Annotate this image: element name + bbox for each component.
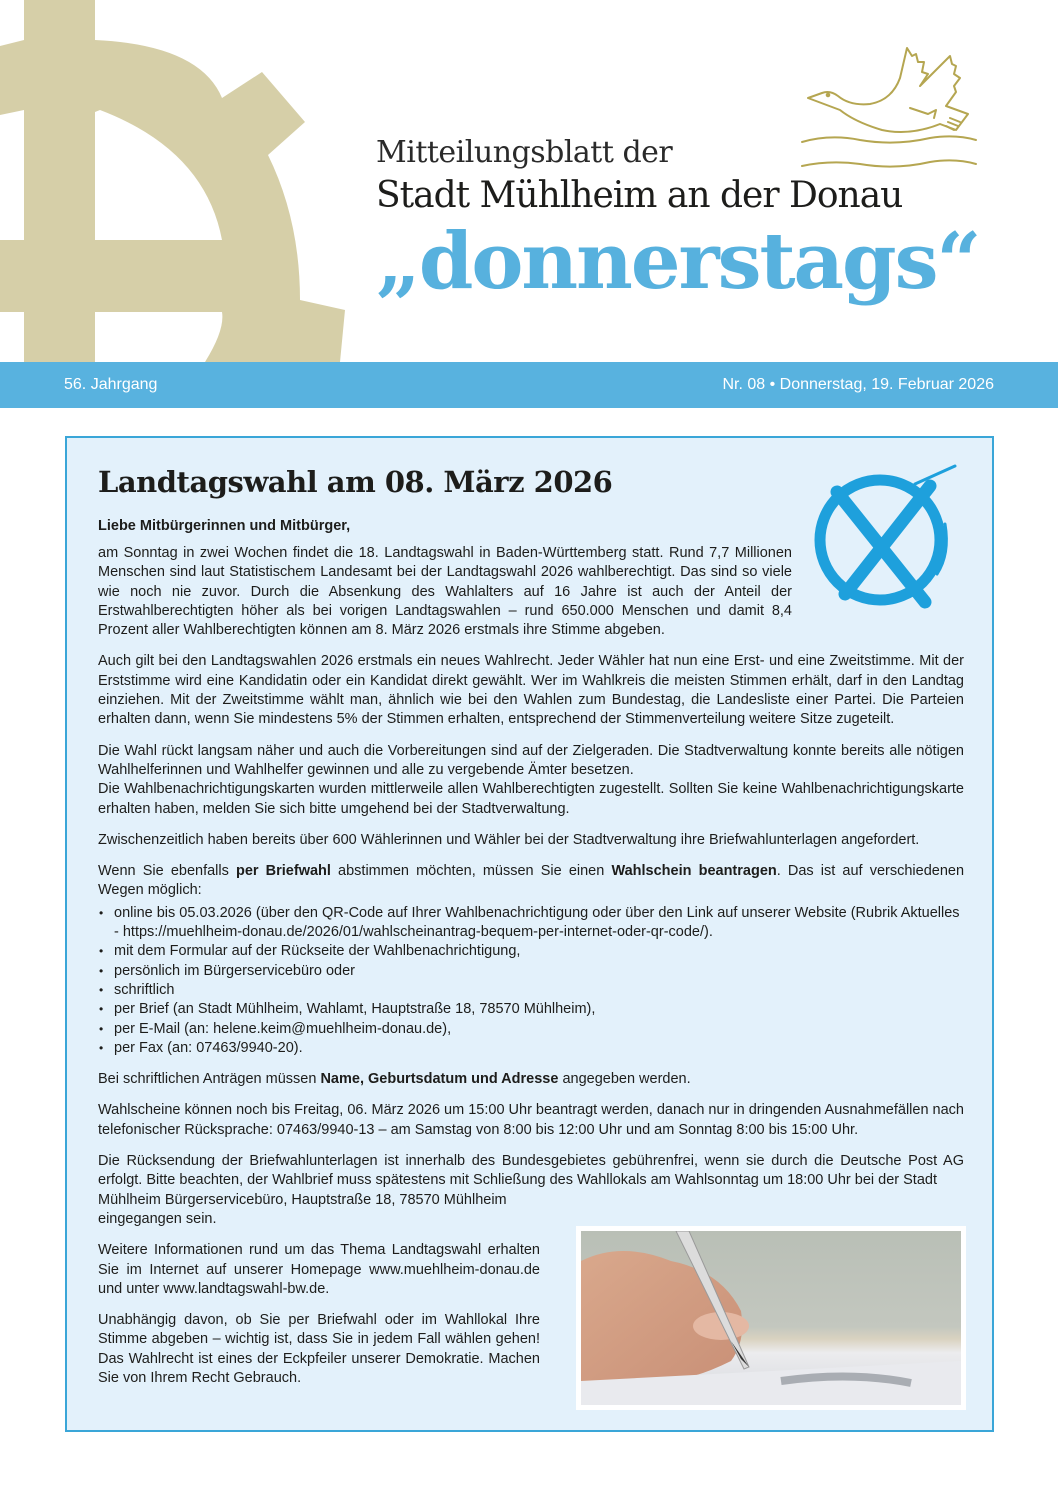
text: angegeben werden. [558, 1071, 691, 1088]
volume-label: 56. Jahrgang [64, 376, 158, 393]
emphasis-apply-ballot: Wahlschein beantragen [611, 863, 777, 880]
emphasis-postal-vote: per Briefwahl [235, 863, 331, 880]
hand-with-pen-illustration [581, 1231, 961, 1405]
issue-date-label: Nr. 08 • Donnerstag, 19. Februar 2026 [722, 376, 994, 393]
gear-wheel-icon [0, 0, 360, 362]
list-item: • per Fax (an: 07463/9940-20). [98, 1039, 964, 1058]
text: Bei schriftlichen Anträgen müssen [98, 1071, 321, 1088]
text: . Das ist auf verschiedenen Wegen möglich: [98, 863, 965, 899]
text: Wenn Sie ebenfalls [98, 863, 236, 880]
list-item: • schriftlich [98, 981, 964, 1000]
flying-goose-over-waves-icon [800, 38, 980, 173]
paragraph-return-postage: Die Rücksendung der Briefwahlunterlagen ist innerhalb des Bundesgebietes gebührenfrei, wenn sie durch die Deutsche Post AG erfolgt. Bitte beachten, der Wahlbrief muss spätestens mit Schließung des Wahllokals am Wahlsonntag um 18:00 Uhr bei der Stadt [98, 1153, 964, 1189]
paragraph-notification-cards: Die Wahlbenachrichtigungskarten wurden mittlerweile allen Wahlberechtigten zugestellt. Sollten Sie keine Wahlbenachrichtigungskarte erhalten haben, melden Sie sich bitte umgehend bei der Stadtverwaltung. [98, 781, 964, 817]
list-item: • online bis 05.03.2026 (über den QR-Code auf Ihrer Wahlbenachrichtigung oder über den Link auf unserer Website (Rubrik Aktuelles - https://muehlheim-donau.de/2026/01/wahlscheinantrag-bequem-per-internet-oder-qr-code/). [98, 904, 964, 943]
masthead-town: Stadt Mühlheim an der Donau [376, 175, 903, 216]
article-title: Landtagswahl am 08. März 2026 [98, 465, 613, 499]
masthead-subtitle: Mitteilungsblatt der [376, 135, 673, 170]
paragraph-preparations: Die Wahl rückt langsam näher und auch die Vorbereitungen sind auf der Zielgeraden. Die Stadtverwaltung konnte bereits alle nötigen Wahlhelferinnen und Wahlhelfer gewinnen und alle zu vergebende Ämter besetzen. [98, 742, 964, 778]
paragraph-deadline: Wahlscheine können noch bis Freitag, 06. März 2026 um 15:00 Uhr beantragt werden, danach nur in dringenden Ausnahmefällen nach telefonischer Rücksprache: 07463/9940-13 – am Samstag von 8:00 bis 12:00 Uhr und am Sonntag 8:00 bis 15:00 Uhr. [98, 1102, 964, 1138]
paragraph-postal-vote [98, 862, 964, 901]
text: abstimmen möchten, müssen Sie einen [330, 863, 612, 880]
paragraph-return-address: Mühlheim Bürgerservicebüro, Hauptstraße 18, 78570 Mühlheim eingegangen sein. [98, 1191, 507, 1227]
masthead-header [0, 0, 1058, 362]
paragraph-intro: am Sonntag in zwei Wochen findet die 18. Landtagswahl in Baden-Württemberg statt. Rund 7,7 Millionen Menschen sind laut Statistischem Landesamt bei der Landtagswahl 2026 wahlberechtigt. Das sind so viele wie noch nie zuvor. Durch die Absenkung des Wahlalters auf 16 Jahre ist auch der Anteil der Erstwahlberechtigten höher als bei vorigen Landtagswahlen – rund 650.000 Menschen und damit 8,4 Prozent aller Wahlberechtigten können am 8. März 2026 erstmals ihre Stimme abgeben. [98, 545, 792, 639]
emphasis-required-data: Name, Geburtsdatum und Adresse [320, 1071, 559, 1088]
paragraph-written-requests [98, 1070, 964, 1089]
paragraph-more-info: Weitere Informationen rund um das Thema Landtagswahl erhalten Sie im Internet auf unserer Homepage www.muehlheim-donau.de und unter www.landtagswahl-bw.de. [98, 1242, 540, 1297]
list-item: • persönlich im Bürgerservicebüro oder [98, 962, 964, 981]
list-item: • per E-Mail (an: helene.keim@muehlheim-donau.de), [98, 1020, 964, 1039]
list-item: • per Brief (an Stadt Mühlheim, Wahlamt, Hauptstraße 18, 78570 Mühlheim), [98, 1000, 964, 1019]
issue-banner [0, 362, 1058, 408]
paragraph-closing-appeal: Unabhängig davon, ob Sie per Briefwahl oder im Wahllokal Ihre Stimme abgeben – wichtig ist, dass Sie in jedem Fall wählen gehen! Das Wahlrecht ist eines der Eckpfeiler unserer Demokratie. Machen Sie von Ihrem Recht Gebrauch. [98, 1312, 540, 1386]
article-photo-frame [576, 1226, 966, 1410]
list-item: • mit dem Formular auf der Rückseite der Wahlbenachrichtigung, [98, 942, 964, 961]
paragraph-requests-count: Zwischenzeitlich haben bereits über 600 Wählerinnen und Wähler bei der Stadtverwaltung ihre Briefwahlunterlagen angefordert. [98, 831, 920, 848]
masthead-publication-name: „donnerstags“ [376, 216, 980, 307]
hand-writing-photo [581, 1231, 961, 1405]
article-box [65, 436, 994, 1432]
application-methods-list [98, 904, 964, 1058]
paragraph-new-voting-law: Auch gilt bei den Landtagswahlen 2026 erstmals ein neues Wahlrecht. Jeder Wähler hat nun eine Erst- und eine Zweitstimme. Mit der Erststimme wird eine Kandidatin oder ein Kandidat direkt gewählt. Wer im Wahlkreis die meisten Stimmen erhält, darf in den Landtag einziehen. Mit der Zweitstimme wählt man, ähnlich wie bei den Wahlen zum Bundestag, die Landesliste einer Partei. Die Parteien erhalten dann, wenn Sie mindestens 5% der Stimmen erhalten, entsprechend der Stimmenverteilung weitere Sitze zugeteilt. [98, 653, 964, 728]
article-greeting: Liebe Mitbürgerinnen und Mitbürger, [98, 518, 351, 534]
